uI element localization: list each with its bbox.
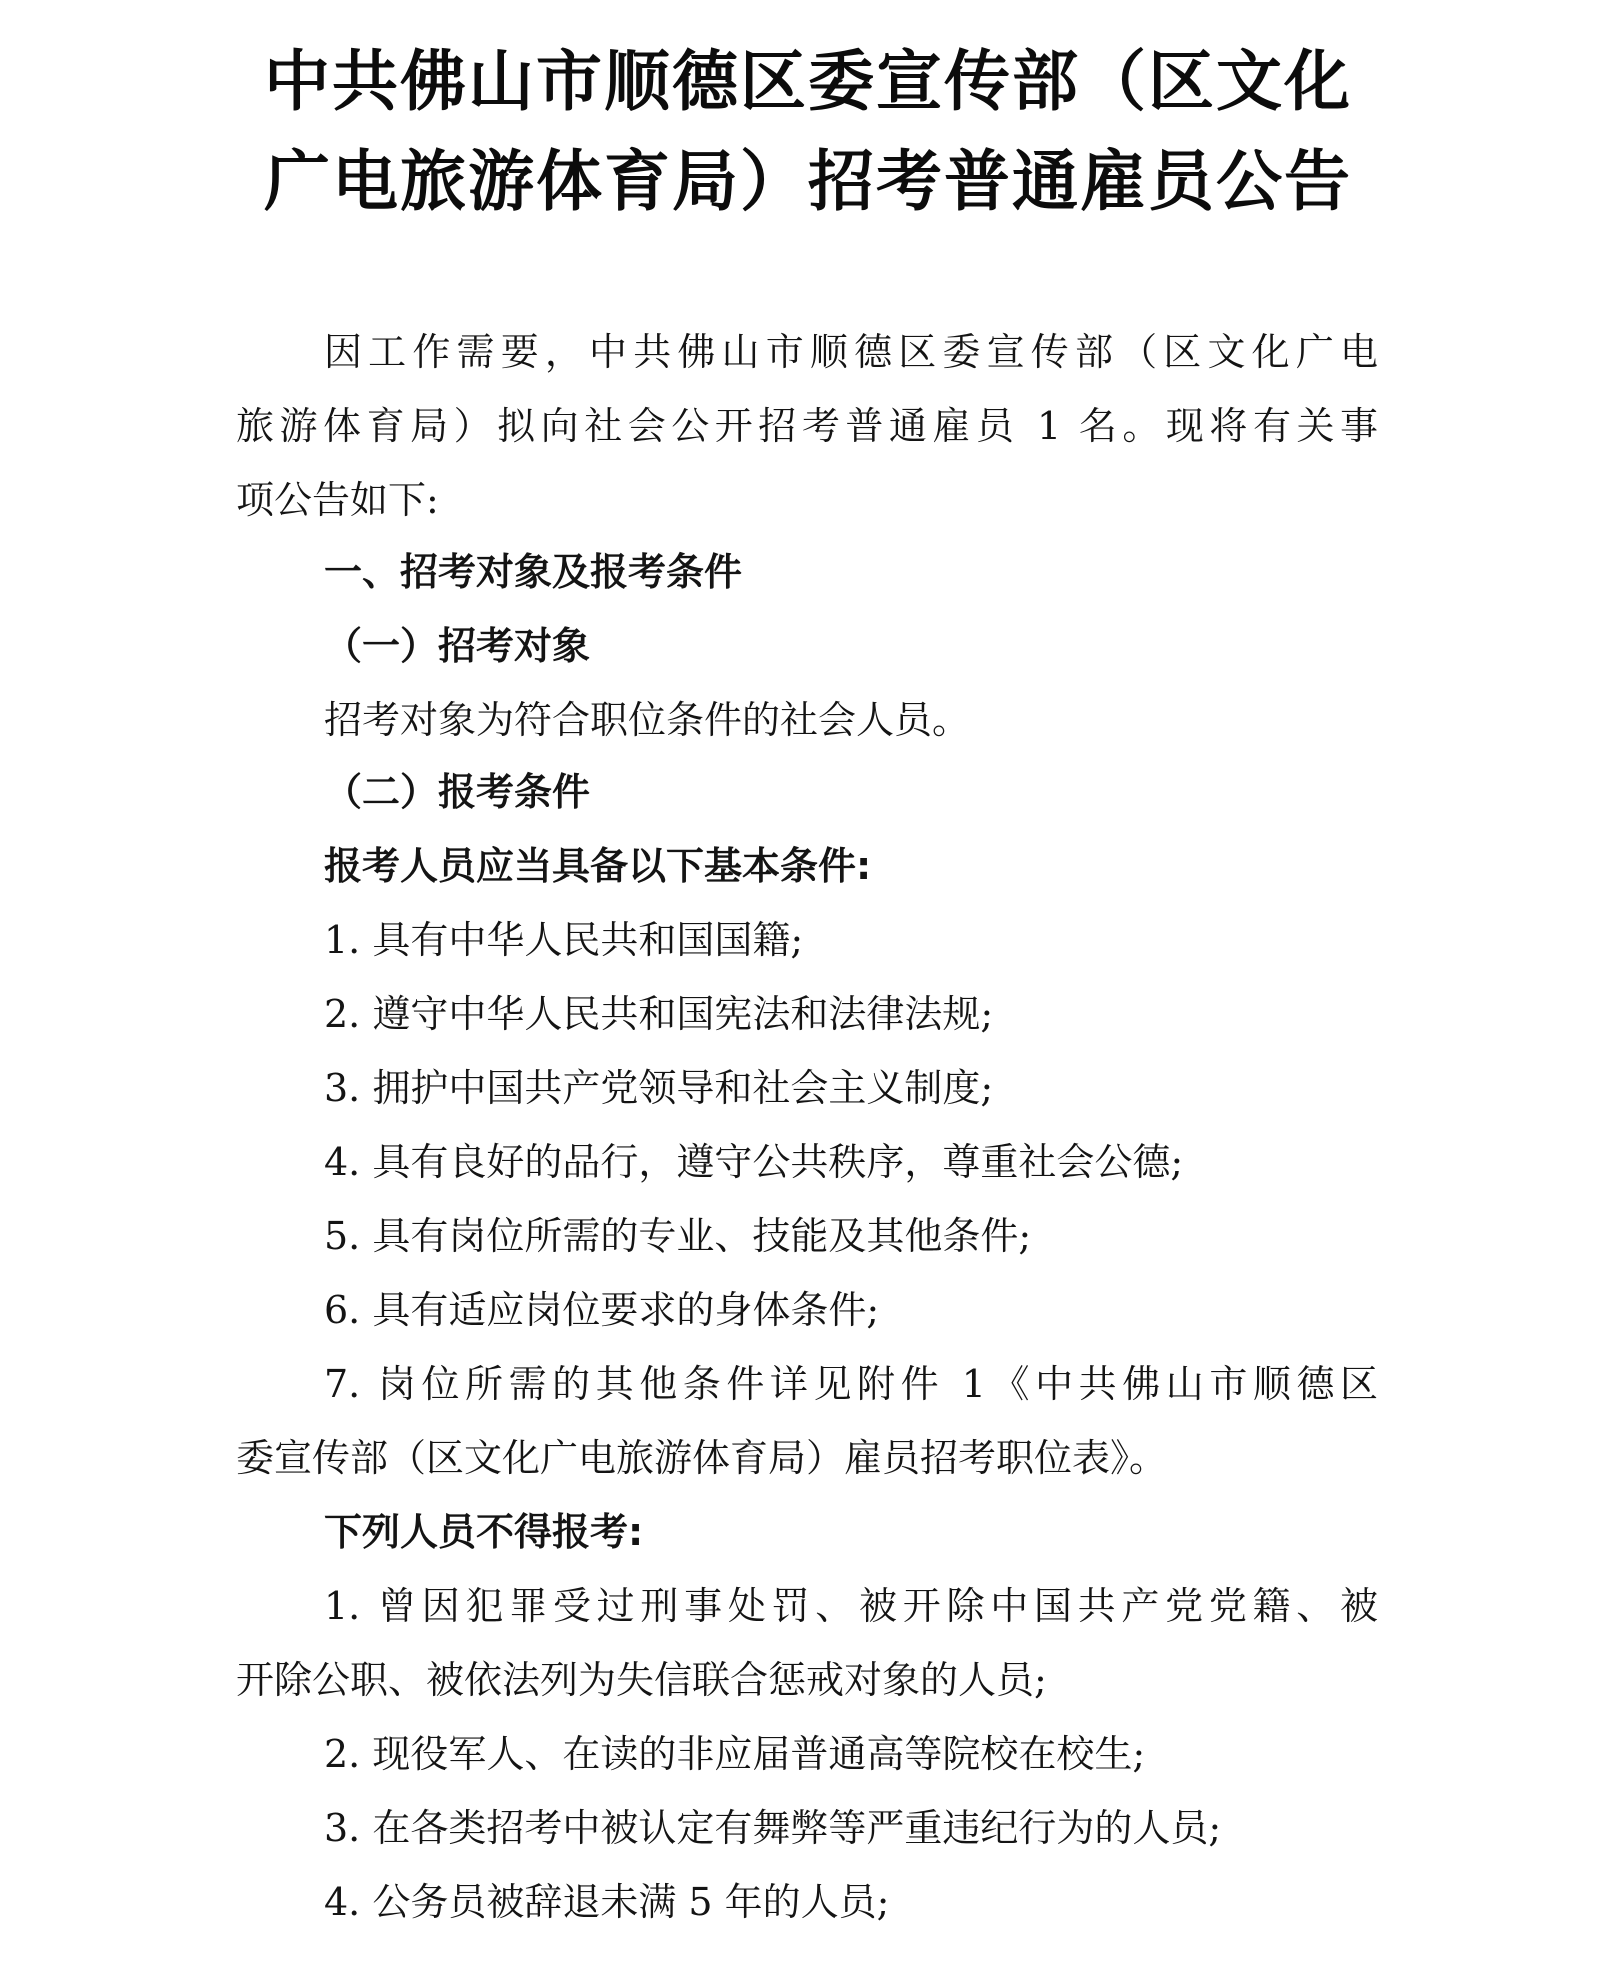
basic-condition-item: 2. 遵守中华人民共和国宪法和法律法规;	[324, 992, 994, 1036]
document-title-line-2: 广电旅游体育局）招考普通雇员公告	[264, 143, 1352, 220]
intro-line-1: 因工作需要，中共佛山市顺德区委宣传部（区文化广电	[324, 330, 1378, 374]
basic-condition-item: 4. 具有良好的品行，遵守公共秩序，尊重社会公德;	[324, 1140, 1184, 1184]
section-heading-1: 一、招考对象及报考条件	[324, 550, 743, 594]
subsection-text-1: 招考对象为符合职位条件的社会人员。	[324, 698, 971, 742]
basic-condition-item: 3. 拥护中国共产党领导和社会主义制度;	[324, 1066, 994, 1110]
excluded-item: 2. 现役军人、在读的非应届普通高等院校在校生;	[324, 1732, 1146, 1776]
excluded-heading: 下列人员不得报考:	[324, 1510, 644, 1554]
basic-conditions-heading: 报考人员应当具备以下基本条件:	[324, 844, 872, 888]
basic-condition-item-continued: 委宣传部（区文化广电旅游体育局）雇员招考职位表》。	[236, 1436, 1168, 1480]
intro-line-3: 项公告如下:	[236, 478, 439, 522]
document-title-line-1: 中共佛山市顺德区委宣传部（区文化	[264, 43, 1352, 120]
intro-line-2: 旅游体育局）拟向社会公开招考普通雇员 1 名。现将有关事	[236, 404, 1378, 448]
basic-condition-item: 5. 具有岗位所需的专业、技能及其他条件;	[324, 1214, 1032, 1258]
subsection-heading-1: （一）招考对象	[324, 624, 591, 668]
basic-condition-item: 1. 具有中华人民共和国国籍;	[324, 918, 804, 962]
subsection-heading-2: （二）报考条件	[324, 770, 591, 814]
basic-condition-item: 6. 具有适应岗位要求的身体条件;	[324, 1288, 880, 1332]
basic-condition-item: 7. 岗位所需的其他条件详见附件 1《中共佛山市顺德区	[324, 1362, 1378, 1406]
excluded-item: 4. 公务员被辞退未满 5 年的人员;	[324, 1880, 890, 1924]
excluded-item: 3. 在各类招考中被认定有舞弊等严重违纪行为的人员;	[324, 1806, 1222, 1850]
excluded-item: 1. 曾因犯罪受过刑事处罚、被开除中国共产党党籍、被	[324, 1584, 1378, 1628]
excluded-item-continued: 开除公职、被依法列为失信联合惩戒对象的人员;	[236, 1658, 1047, 1702]
